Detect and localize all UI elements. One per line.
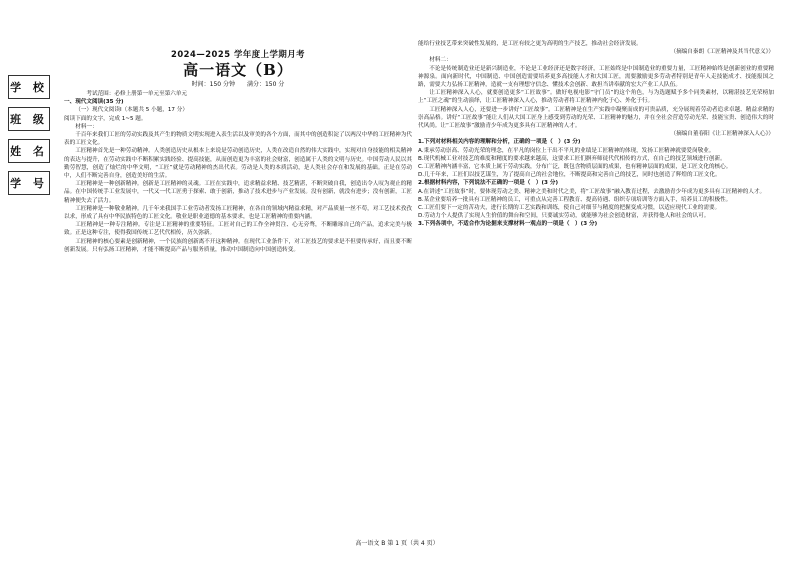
passage-paragraph: 千百年来我们工匠的劳动实践及其产生的物质文明实现进入表生活以及审美的各个方面，而其中的创造积淀了以两汉中华的工匠精神为代表的工匠文化。 (64, 132, 412, 147)
material-label: 材料二： (429, 57, 452, 64)
question-option: D.劳动力个人提供了实现人生价值的舞台和空间，只要诚实劳动，就能够为社会创造财富，并获得他人和社会的认可。 (418, 213, 710, 220)
passage-paragraph: 工匠精神是一种创新精神。创新是工匠精神的灵魂。工匠在实践中，追求精益求精、技艺精湛，不断突破自我，创造出令人叹为观止的精品。在中国传统手工业发展中，一代又一代工匠勇于探索、敢于创新，推动了技术进步与产业发展。没有创新，就没有进步；没有创新，工匠精神便失去了活力。 (64, 181, 412, 204)
question-option: C.工匠精神内涵丰富，它本质上属于劳动实践，分布广泛，既包含物质层面的成果，也有精神层面的成果，是工匠文化的核心。 (418, 164, 732, 171)
passage-paragraph: 工匠精神的核心要素是创新精神，一个民族的创新离不开这种精神。在现代工业条件下，对工匠技艺的要求是不但要传承好，而且要不断创新发展。只有弘扬工匠精神，才能不断提高产品与服务质量，推动中国制造向中国创造转变。 (64, 238, 412, 253)
source-citation: （摘编自秦朗《工匠精神及其当代意义》） (670, 49, 774, 56)
school-field-label: 学 校 (8, 75, 50, 99)
question-option: B.现代机械工业对技艺的难度和精度的要求越来越高，这要求工匠们摒弃师徒代代相传的方式，在自己的技艺领域进行创新。 (418, 155, 726, 162)
question-1: 1.下列对材料相关内容的理解和分析，正确的一项是（ ）(3 分) (418, 139, 581, 146)
question-option: A.在讲述“工匠故事”时，要体现劳动之美、精神之美和时代之美，将“工匠故事”融入教育过程，去激励青少年成为更多具有工匠精神的人才。 (418, 188, 766, 195)
passage-paragraph: 让工匠精神深入人心，就要创造更多“工匠故事”。做好电视电影“守门员”的这个角色，与为选题赋予多个同类素材，以精湛技艺光荣榜加上“工匠之魂”的生动演绎，让工匠精神深入人心，推动劳动者将工匠精神内化于心、外化于行。 (418, 90, 774, 105)
question-option: B.某企业要培养一批具有工匠精神的员工，可重点从完善工程教育、提高待遇、组织专项培训等方面入手，培养员工的积极性。 (418, 196, 732, 203)
passage-paragraph: 工匠精神是一种专注精神。专注是工匠精神的重要特征。工匠对自己的工作全神贯注、心无旁骛，不断雕琢自己的产品，追求完美与极致。正是这种专注，使得我国传统工艺代代相传，历久弥新。 (64, 222, 412, 237)
class-field-label: 班 级 (8, 107, 50, 131)
left-column (64, 90, 412, 254)
page-footer: 高一语文 B 第 1 页（共 4 页） (355, 540, 439, 547)
student-info-sidebar (8, 75, 50, 203)
question-option: C.工匠们要下一定的苦功夫，进行长期的工艺实践和训练，使自己对细节与精度的把握变成习惯，以适应现代工业的需要。 (418, 205, 721, 212)
question-option: D.几千年来，工匠们以技艺谋生，为了提高自己的社会地位，不断提高和完善自己的技艺，同时也创造了辉煌的工匠文化。 (418, 172, 721, 179)
exam-title: 高一语文（B） (183, 61, 293, 79)
student-id-field-label: 学 号 (8, 171, 50, 195)
exam-scope: 考试范围：必修上册第一单元至第六单元 (86, 91, 188, 97)
section-heading: 一、现代文阅读(35 分) (64, 99, 124, 106)
passage-continuation: 能给行业技艺带来突破性发展的，是工匠有较之更为高明的生产技艺，推动社会经济发展。 (418, 41, 642, 47)
material-label: 材料一： (75, 123, 98, 130)
passage-paragraph: 工匠精神首先是一种劳动精神。人类创造历史从根本上来说是劳动创造历史，人类在改造自然的伟大实践中，实现对自身技能的相关精神的表达与提升，在劳动实践中不断积累实践经验、提高技能，从而创造更为丰富的社会财富，创造属于人类的文明与历史。中国劳动人民以其勤劳智慧，创造了灿烂的中华文明，“工匠”就是劳动精神的杰出代表。劳动是人类的本质活动，是人类社会存在和发展的基础。正是在劳动中，人们不断完善自身，创造美好的生活。 (64, 148, 412, 180)
source-citation: （摘编自董春阳《让工匠精神深入人心》） (670, 131, 774, 138)
passage-paragraph: 工匠精神是一种敬业精神。几千年来我国手工业劳动者发扬工匠精神，在各自的领域内精益求精，对产品质量一丝不苟，对工艺技术孜孜以求，形成了具有中华民族特色的工匠文化。敬业是职业道德的基本要求，也是工匠精神的重要内涵。 (64, 205, 412, 221)
passage-paragraph: 不论是传统制造业还是新兴制造业，不论是工业经济还是数字经济，工匠始终是中国制造业的重要力量，工匠精神始终是创新创业的重要精神源泉。面向新时代，中国制造、中国创造需要培养更多高技能人才和大国工匠，需要激励更多劳动者特别是青年人走技能成才、技能报国之路，需要大力弘扬工匠精神，造就一支有理想守信念、懂技术会创新、敢担当讲奉献的宏大产业工人队伍。 (418, 65, 774, 89)
name-field-label: 姓 名 (8, 139, 50, 163)
passage-paragraph: 工匠精神深入人心，还要进一步讲好“工匠故事”。工匠精神是在生产实践中凝聚而成的可贵品质，充分展现着劳动者追求卓越、精益求精的崇高品格。讲好“工匠故事”能让人们从大国工匠身上感受到劳动的光荣、工匠精神的魅力，并在全社会营造劳动光荣、技能宝贵、创造伟大的时代风尚。让“工匠故事”激励青少年成为更多具有工匠精神的人才。 (418, 106, 774, 130)
exam-year-heading: 2024—2025 学年度上学期月考 (171, 49, 305, 59)
right-column (418, 40, 774, 229)
exam-meta: 时间：150 分钟 满分：150 分 (191, 81, 285, 88)
question-2: 2.根据材料内容，下列说法不正确的一项是（ ）(3 分) (418, 180, 559, 187)
reading-instruction: 阅读下面的文字，完成 1~5 题。 (64, 115, 147, 122)
question-option: A.秉承劳动崇高、劳动光荣的理念，在平凡的岗位上干出不平凡的业绩是工匠精神的体现，发扬工匠精神就要爱岗敬业。 (418, 147, 715, 154)
question-3: 3.下列各项中，不适合作为论据来支撑材料一观点的一项是（ ）(3 分) (418, 221, 598, 228)
subsection-heading: （一）现代文阅读Ⅰ（本题共 5 小题，17 分） (75, 107, 188, 114)
